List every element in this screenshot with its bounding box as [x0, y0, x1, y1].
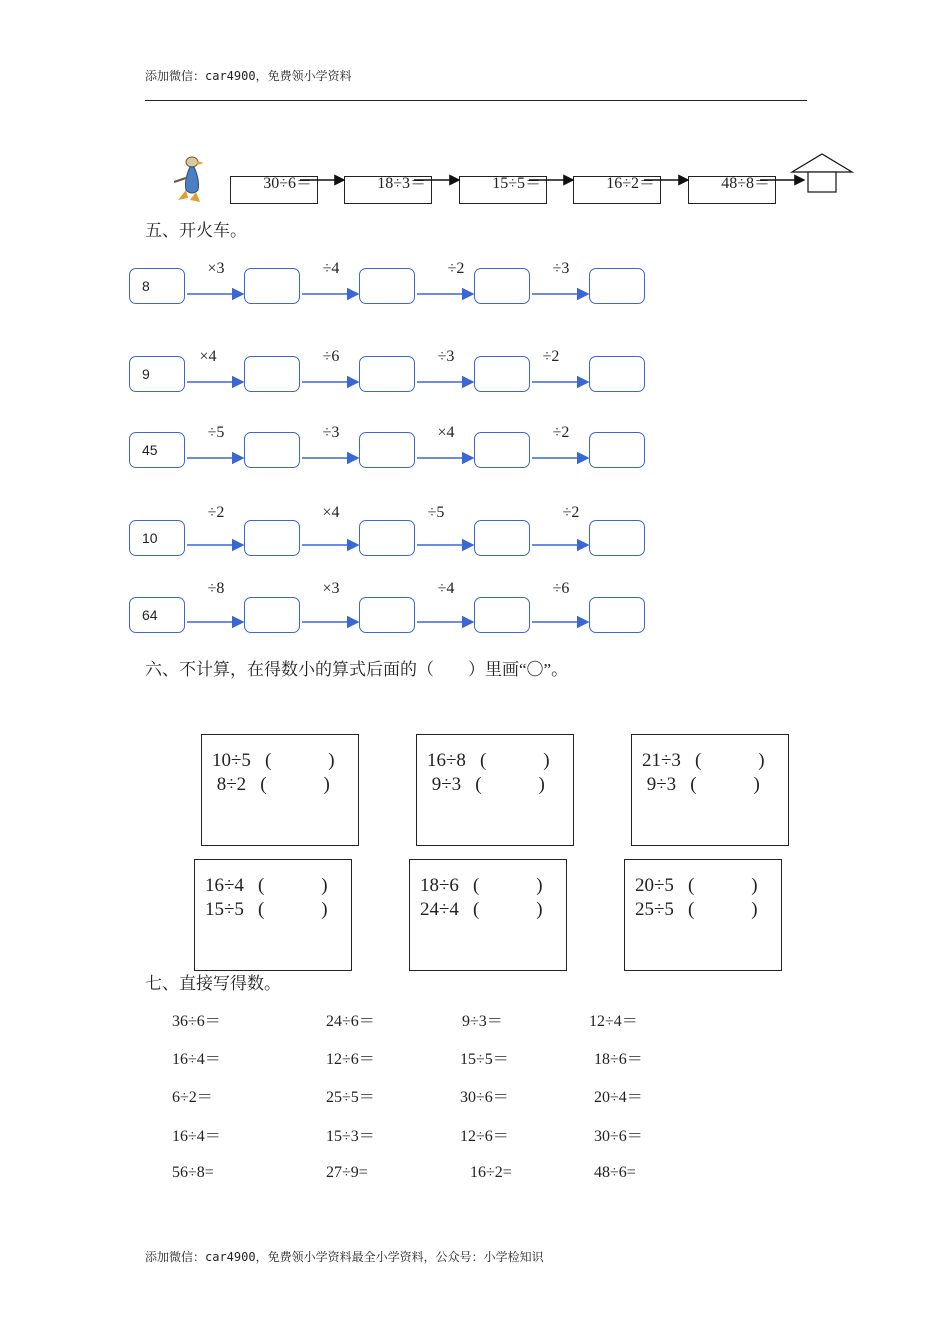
answer-parentheses[interactable]: ( )	[687, 899, 758, 920]
operation-label: ÷2	[207, 504, 225, 521]
expression: 9÷3	[642, 774, 677, 795]
answer-parentheses[interactable]: ( )	[475, 774, 545, 795]
calc-item: 30÷6＝	[460, 1089, 509, 1106]
expression: 20÷5	[635, 875, 674, 896]
compare-box-2	[416, 734, 574, 846]
expression: 8÷2	[212, 774, 247, 795]
compare-box-1	[201, 734, 359, 846]
operation-label: ×4	[437, 424, 455, 441]
calc-item: 9÷3＝	[462, 1013, 503, 1030]
expression: 15÷5	[205, 899, 244, 920]
compare-line	[212, 745, 335, 772]
calc-item: 24÷6＝	[326, 1013, 375, 1030]
answer-parentheses[interactable]: ( )	[472, 875, 543, 896]
operation-label: ÷5	[207, 424, 225, 441]
compare-box-3	[631, 734, 789, 846]
train-start-value: 45	[142, 442, 158, 458]
calc-item: 12÷6＝	[326, 1051, 375, 1068]
compare-line	[205, 894, 328, 921]
compare-line	[642, 769, 760, 796]
compare-line	[420, 870, 543, 897]
expression: 16÷4	[205, 875, 244, 896]
expression: 25÷5	[635, 899, 674, 920]
answer-parentheses[interactable]: ( )	[257, 899, 328, 920]
calc-item: 12÷4＝	[589, 1013, 638, 1030]
operation-label: ÷2	[562, 504, 580, 521]
operation-label: ×4	[199, 348, 217, 365]
train-start-value: 9	[142, 366, 150, 382]
train-start-value: 8	[142, 278, 150, 294]
train-start-value: 64	[142, 607, 158, 623]
calc-item: 15÷3＝	[326, 1128, 375, 1145]
calc-item: 16÷4＝	[172, 1051, 221, 1068]
expression: 10÷5	[212, 750, 251, 771]
stair-label-3: 15÷5＝	[492, 175, 541, 192]
operation-label: ÷3	[437, 348, 455, 365]
answer-parentheses[interactable]: ( )	[687, 875, 758, 896]
answer-parentheses[interactable]: ( )	[690, 774, 760, 795]
calc-item: 20÷4＝	[594, 1089, 643, 1106]
compare-line	[635, 894, 758, 921]
operation-label: ÷3	[322, 424, 340, 441]
compare-line	[427, 745, 550, 772]
answer-parentheses[interactable]: ( )	[472, 899, 543, 920]
expression: 21÷3	[642, 750, 681, 771]
operation-label: ÷2	[552, 424, 570, 441]
calc-item: 15÷5＝	[460, 1051, 509, 1068]
answer-parentheses[interactable]: ( )	[264, 750, 335, 771]
operation-label: ×4	[322, 504, 340, 521]
train-start-value: 10	[142, 530, 158, 546]
compare-line	[635, 870, 758, 897]
footer-text: 添加微信：car4900，免费领小学资料最全小学资料，公众号：小学检知识	[145, 1250, 544, 1264]
compare-box-4	[194, 859, 352, 971]
compare-line	[427, 769, 545, 796]
calc-item: 16÷2=	[470, 1164, 512, 1181]
operation-label: ×3	[322, 580, 340, 597]
section-7-title: 七、直接写得数。	[145, 974, 281, 993]
expression: 9÷3	[427, 774, 462, 795]
operation-label: ÷5	[427, 504, 445, 521]
operation-label: ÷2	[447, 260, 465, 277]
answer-parentheses[interactable]: ( )	[479, 750, 550, 771]
calc-item: 25÷5＝	[326, 1089, 375, 1106]
answer-parentheses[interactable]: ( )	[257, 875, 328, 896]
compare-line	[205, 870, 328, 897]
section-6-title: 六、不计算，在得数小的算式后面的（ ）里画“〇”。	[145, 660, 569, 679]
compare-line	[212, 769, 330, 796]
expression: 18÷6	[420, 875, 459, 896]
answer-parentheses[interactable]: ( )	[694, 750, 765, 771]
operation-label: ÷6	[552, 580, 570, 597]
operation-label: ÷8	[207, 580, 225, 597]
operation-label: ÷2	[542, 348, 560, 365]
operation-label: ÷4	[322, 260, 340, 277]
compare-line	[642, 745, 765, 772]
stair-label-2: 18÷3＝	[377, 175, 426, 192]
compare-box-6	[624, 859, 782, 971]
compare-box-5	[409, 859, 567, 971]
calc-item: 48÷6=	[594, 1164, 636, 1181]
operation-label: ÷4	[437, 580, 455, 597]
operation-label: ÷3	[552, 260, 570, 277]
stair-label-4: 16÷2＝	[606, 175, 655, 192]
header-text: 添加微信：car4900，免费领小学资料	[145, 69, 352, 83]
expression: 24÷4	[420, 899, 459, 920]
stair-label-5: 48÷8＝	[721, 175, 770, 192]
section-5-title: 五、开火车。	[145, 221, 247, 240]
calc-item: 30÷6＝	[594, 1128, 643, 1145]
operation-label: ÷6	[322, 348, 340, 365]
calc-item: 16÷4＝	[172, 1128, 221, 1145]
calc-item: 12÷6＝	[460, 1128, 509, 1145]
answer-parentheses[interactable]: ( )	[260, 774, 330, 795]
stair-label-1: 30÷6＝	[263, 175, 312, 192]
calc-item: 27÷9=	[326, 1164, 368, 1181]
calc-item: 18÷6＝	[594, 1051, 643, 1068]
expression: 16÷8	[427, 750, 466, 771]
compare-line	[420, 894, 543, 921]
calc-item: 56÷8=	[172, 1164, 214, 1181]
calc-item: 36÷6＝	[172, 1013, 221, 1030]
calc-item: 6÷2＝	[172, 1089, 213, 1106]
operation-label: ×3	[207, 260, 225, 277]
